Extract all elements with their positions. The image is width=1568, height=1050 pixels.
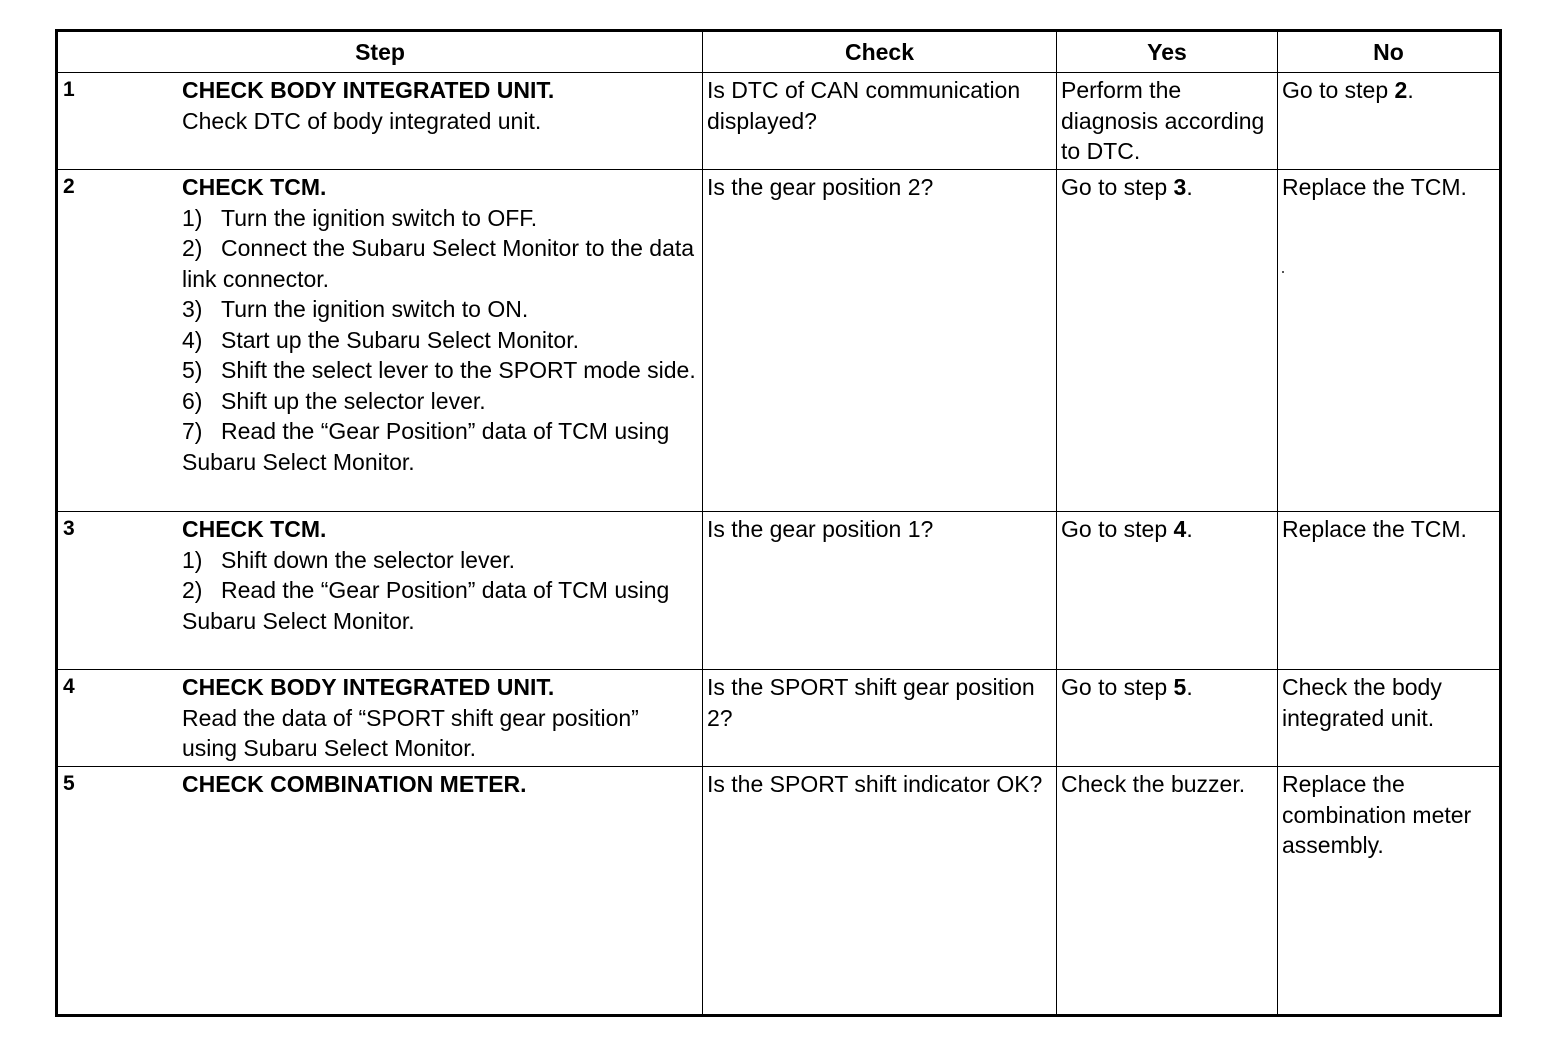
yes-cell: Go to step 4. [1057,512,1278,670]
step-number: 2 [63,175,75,198]
check-cell: Is the SPORT shift gear position 2? [703,670,1057,767]
diagnostic-table [55,29,1502,1017]
step-text: Check DTC of body integrated unit. [182,107,542,134]
substep: 7) Read the “Gear Position” data of TCM using Subaru Select Monitor. [182,418,670,475]
substep: 2) Connect the Subaru Select Monitor to the data link connector. [182,235,695,292]
header-yes: Yes [1057,31,1278,73]
header-row [57,31,1501,73]
step-number: 4 [63,675,75,698]
table-row [57,512,1501,670]
step-title: CHECK BODY INTEGRATED UNIT. [182,77,555,103]
substep: 3) Turn the ignition switch to ON. [182,296,529,322]
step-number: 5 [63,772,75,795]
no-cell: Replace the combination meter assembly. [1278,767,1501,1016]
header-check: Check [703,31,1057,73]
substep: 1) Turn the ignition switch to OFF. [182,204,538,231]
step-number: 1 [63,78,75,101]
step-title: CHECK TCM. [182,516,327,542]
no-cell: Go to step 2. [1278,73,1501,170]
table-row [57,767,1501,1016]
substep: 1) Shift down the selector lever. [182,546,516,573]
step-cell [57,73,703,170]
header-no: No [1278,31,1501,73]
check-cell: Is the SPORT shift indicator OK? [703,767,1057,1016]
substep: 5) Shift the select lever to the SPORT mode side. [182,357,696,383]
substep: 2) Read the “Gear Position” data of TCM using Subaru Select Monitor. [182,577,670,634]
step-number: 3 [63,517,75,540]
step-title: CHECK TCM. [182,174,327,200]
step-cell [57,512,703,670]
header-step: Step [57,31,703,73]
step-cell [57,170,703,512]
step-text: Read the data of “SPORT shift gear position” using Subaru Select Monitor. [182,704,639,761]
substep: 4) Start up the Subaru Select Monitor. [182,326,579,353]
yes-cell: Perform the diagnosis according to DTC. [1057,73,1278,170]
yes-cell: Go to step 3. [1057,170,1278,512]
step-cell [57,670,703,767]
no-cell: Replace the TCM. [1278,512,1501,670]
yes-cell: Go to step 5. [1057,670,1278,767]
check-cell: Is the gear position 1? [703,512,1057,670]
step-title: CHECK BODY INTEGRATED UNIT. [182,674,555,700]
no-cell: Check the body integrated unit. [1278,670,1501,767]
check-cell: Is the gear position 2? [703,170,1057,512]
yes-cell: Check the buzzer. [1057,767,1278,1016]
step-title: CHECK COMBINATION METER. [182,771,527,797]
table-row [57,170,1501,512]
stray-dot [1282,271,1284,273]
substep: 6) Shift up the selector lever. [182,387,486,414]
check-cell: Is DTC of CAN communication displayed? [703,73,1057,170]
step-cell [57,767,703,1016]
table-row [57,73,1501,170]
no-cell: Replace the TCM. [1278,170,1501,512]
table-row [57,670,1501,767]
